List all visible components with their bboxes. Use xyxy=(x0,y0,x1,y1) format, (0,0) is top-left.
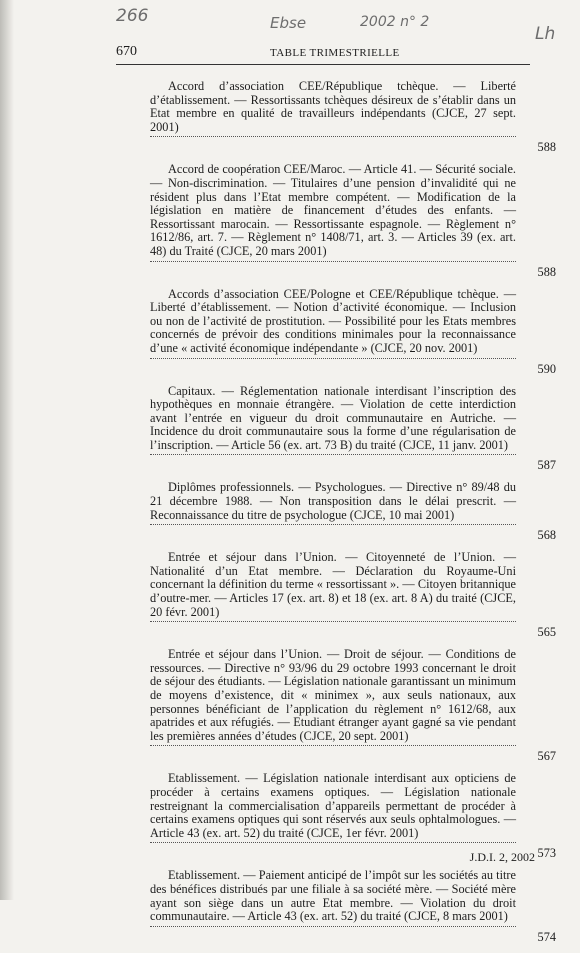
index-entry xyxy=(150,79,556,155)
entry-page-ref: 590 xyxy=(537,361,556,376)
index-entry xyxy=(150,647,556,764)
entry-text: Entrée et séjour dans l’Union. — Droit de séjour. — Conditions de ressources. — Directive n° 93/96 du 29 octobre 1993 concernant le droit de séjour des étudiants. — Législation nationale garantissant un minimum de moyens d’existence, dit « minimex », aux seuls nationaux, aux personnes bénéficiant de l’application du règlement n° 1612/68, aux apatrides et aux réfugiés. — Etudiant étranger ayant gagné sa vie pendant les premières années d’études (CJCE, 20 sept. 2001) xyxy=(150,647,516,743)
page-edge-shadow xyxy=(0,0,14,900)
index-entry xyxy=(150,868,556,944)
index-entry xyxy=(150,286,556,376)
index-entry xyxy=(150,771,556,861)
entry-text: Etablissement. — Paiement anticipé de l’impôt sur les sociétés au titre des bénéfices distribués par une filiale à sa société mère. — Société mère ayant son siège dans un autre Etat membre. — Violation du droit communautaire. — Article 43 (ex. art. 52) du traité (CJCE, 8 mars 2001) xyxy=(150,868,516,924)
entry-text: Entrée et séjour dans l’Union. — Citoyenneté de l’Union. — Nationalité d’un Etat membre. — Déclaration du Royaume-Uni concernant la définition du terme « ressortissant ». — Citoyen britannique d’outre-mer. — Articles 17 (ex. art. 8) et 18 (ex. art. 8 A) du traité (CJCE, 20 févr. 2001) xyxy=(150,550,516,619)
entry-page-ref: 565 xyxy=(537,625,556,640)
header-rule xyxy=(116,64,530,65)
entry-text: Accords d’association CEE/Pologne et CEE/République tchèque. — Liberté d’établissement. — Notion d’activité économique. — Inclusion ou non de l’activité de prostitution. — Possibilité pour les Etats membres concernés de prévoir des conditions minimales pour la reconnaissance d’une « activité économique indépendante » (CJCE, 20 nov. 2001) xyxy=(150,286,516,355)
leader-dots xyxy=(150,131,516,137)
journal-reference: J.D.I. 2, 2002 xyxy=(469,850,535,864)
entry-text: Accord d’association CEE/République tchèque. — Liberté d’établissement. — Ressortissants tchèques désireux de s’établir dans un Etat membre en qualité de travailleurs indépendants (CJCE, 27 sept. 2001) xyxy=(150,79,516,134)
entry-text: Etablissement. — Législation nationale interdisant aux opticiens de procéder à certains examens optiques. — Législation nationale restreignant la commercialisation d’appareils permettant de procéder à certains examens optiques qui sont réservés aux seuls ophtalmologues. — Article 43 (ex. art. 52) du traité (CJCE, 1er févr. 2001) xyxy=(150,771,516,840)
entry-page-ref: 574 xyxy=(537,929,556,944)
entry-page-ref: 568 xyxy=(537,528,556,543)
handwritten-note: Lh xyxy=(535,24,556,44)
entry-page-ref: 567 xyxy=(537,749,556,764)
handwritten-note: 266 xyxy=(116,6,149,26)
entry-page-ref: 588 xyxy=(537,140,556,155)
running-title: TABLE TRIMESTRIELLE xyxy=(270,47,400,59)
index-entry xyxy=(150,550,556,640)
index-entry xyxy=(150,162,556,279)
index-entries xyxy=(150,79,556,953)
entry-text: Capitaux. — Réglementation nationale interdisant l’inscription des hypothèques en monnaie étrangère. — Violation de cette interdiction avant l’entrée en vigueur du droit communautaire en Autriche. — Incidence du droit communautaire sous la forme d’une régularisation de l’inscription. — Article 56 (ex. art. 73 B) du traité (CJCE, 11 janv. 2001) xyxy=(150,383,516,452)
entry-text: Diplômes professionnels. — Psychologues. — Directive n° 89/48 du 21 décembre 1988. — Non transposition dans le délai prescrit. — Reconnaissance du titre de psychologue (CJCE, 10 mai 2001) xyxy=(150,480,516,522)
entry-page-ref: 587 xyxy=(537,458,556,473)
handwritten-note: Ebse xyxy=(270,14,307,32)
index-entry xyxy=(150,383,556,473)
entry-page-ref: 588 xyxy=(537,264,556,279)
entry-text: Accord de coopération CEE/Maroc. — Article 41. — Sécurité sociale. — Non-discrimination. — Titulaires d’une pension d’invalidité qui ne résident plus dans l’Etat membre compétent. — Modification de la législation en matière de financement d’études des enfants. — Ressortissant marocain. — Ressortissante espagnole. — Règlement n° 1612/86, art. 7. — Règlement n° 1408/71, art. 3. — Articles 39 (ex. art. 48) du Traité (CJCE, 20 mars 2001) xyxy=(150,162,516,258)
handwritten-note: 2002 n° 2 xyxy=(360,14,430,30)
index-entry xyxy=(150,480,556,543)
entry-page-ref: 573 xyxy=(537,846,556,861)
page-number: 670 xyxy=(116,44,137,59)
